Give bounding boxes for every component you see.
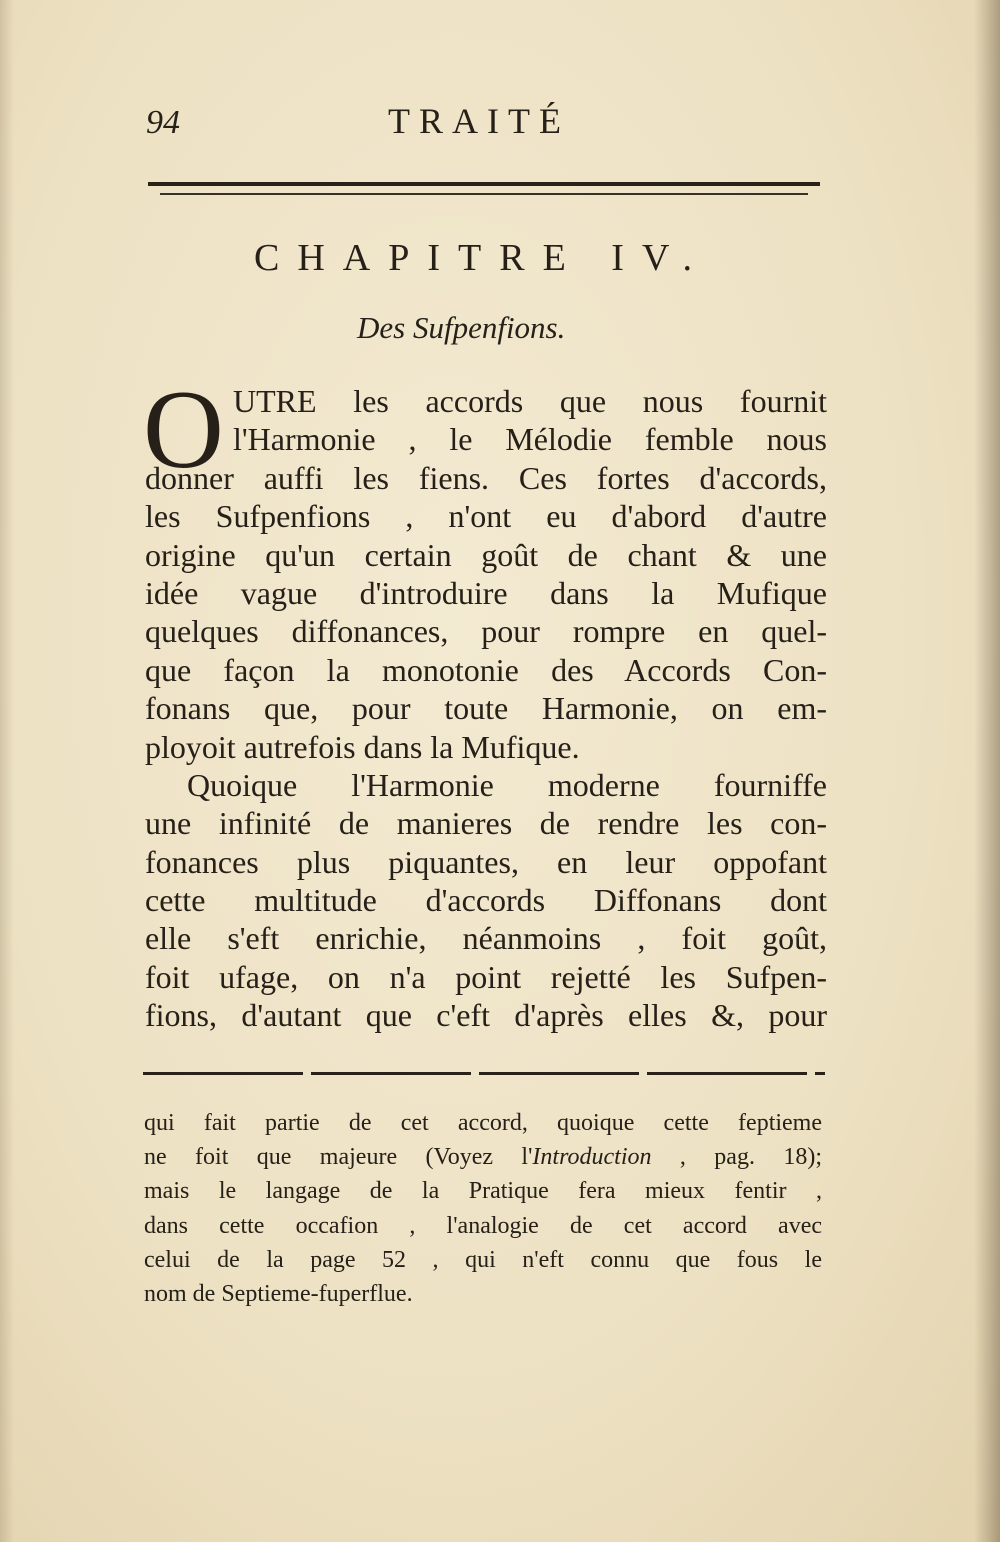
drop-cap: O — [143, 368, 224, 492]
footnote-rule — [143, 1072, 825, 1075]
footnote-line: celui de la page 52 , qui n'eft connu que fous le — [144, 1246, 822, 1273]
chapter-subtitle: Des Sufpenfions. — [357, 310, 566, 345]
chapter-heading: CHAPITRE IV. — [254, 237, 710, 279]
text-line: que façon la monotonie des Accords Con- — [145, 651, 827, 688]
footnote-italic-reference: Introduction — [532, 1144, 652, 1171]
body-text — [143, 368, 827, 1035]
header-rule — [148, 182, 820, 186]
page-edge-shadow — [974, 0, 1000, 1542]
text-line: elle s'eft enrichie, néanmoins , foit goût, — [145, 920, 827, 957]
text-line: les Sufpenfions , n'ont eu d'abord d'autre — [145, 498, 827, 535]
text-line: ployoit autrefois dans la Mufique. — [145, 728, 580, 765]
text-line: l'Harmonie , le Mélodie femble nous — [233, 421, 827, 458]
text-line: quelques diffonances, pour rompre en quel- — [145, 613, 827, 650]
text-line: foit ufage, on n'a point rejetté les Sufpen- — [145, 958, 827, 995]
footnote — [144, 1106, 822, 1311]
text-line: UTRE les accords que nous fournit — [233, 383, 827, 419]
footnote-line — [144, 1140, 822, 1174]
footnote-line: mais le langage de la Pratique fera mieux fentir , — [144, 1178, 822, 1205]
text-line: Quoique l'Harmonie moderne fourniffe — [187, 766, 827, 803]
text-line: donner auffi les fiens. Ces fortes d'accords, — [145, 459, 827, 496]
text-line: fonans que, pour toute Harmonie, on em- — [145, 690, 827, 727]
footnote-line: dans cette occafion , l'analogie de cet accord avec — [144, 1212, 822, 1239]
gutter-shadow — [0, 0, 14, 1542]
running-title: TRAITÉ — [388, 101, 570, 141]
footnote-line: qui fait partie de cet accord, quoique cette feptieme — [144, 1110, 822, 1136]
page-number: 94 — [146, 104, 180, 141]
footnote-text: , pag. 18); — [651, 1144, 822, 1171]
footnote-text: ne foit que majeure (Voyez l' — [144, 1144, 533, 1171]
text-line: idée vague d'introduire dans la Mufique — [145, 574, 827, 611]
header-rule-thin — [160, 193, 808, 195]
footnote-line: nom de Septieme-fuperflue. — [144, 1280, 413, 1307]
text-line: une infinité de manieres de rendre les con- — [145, 805, 827, 842]
text-line: origine qu'un certain goût de chant & une — [145, 536, 827, 573]
text-line: fonances plus piquantes, en leur oppofant — [145, 843, 827, 880]
text-line: fions, d'autant que c'eft d'après elles &, pour — [145, 997, 827, 1034]
text-line: cette multitude d'accords Diffonans dont — [145, 882, 827, 919]
